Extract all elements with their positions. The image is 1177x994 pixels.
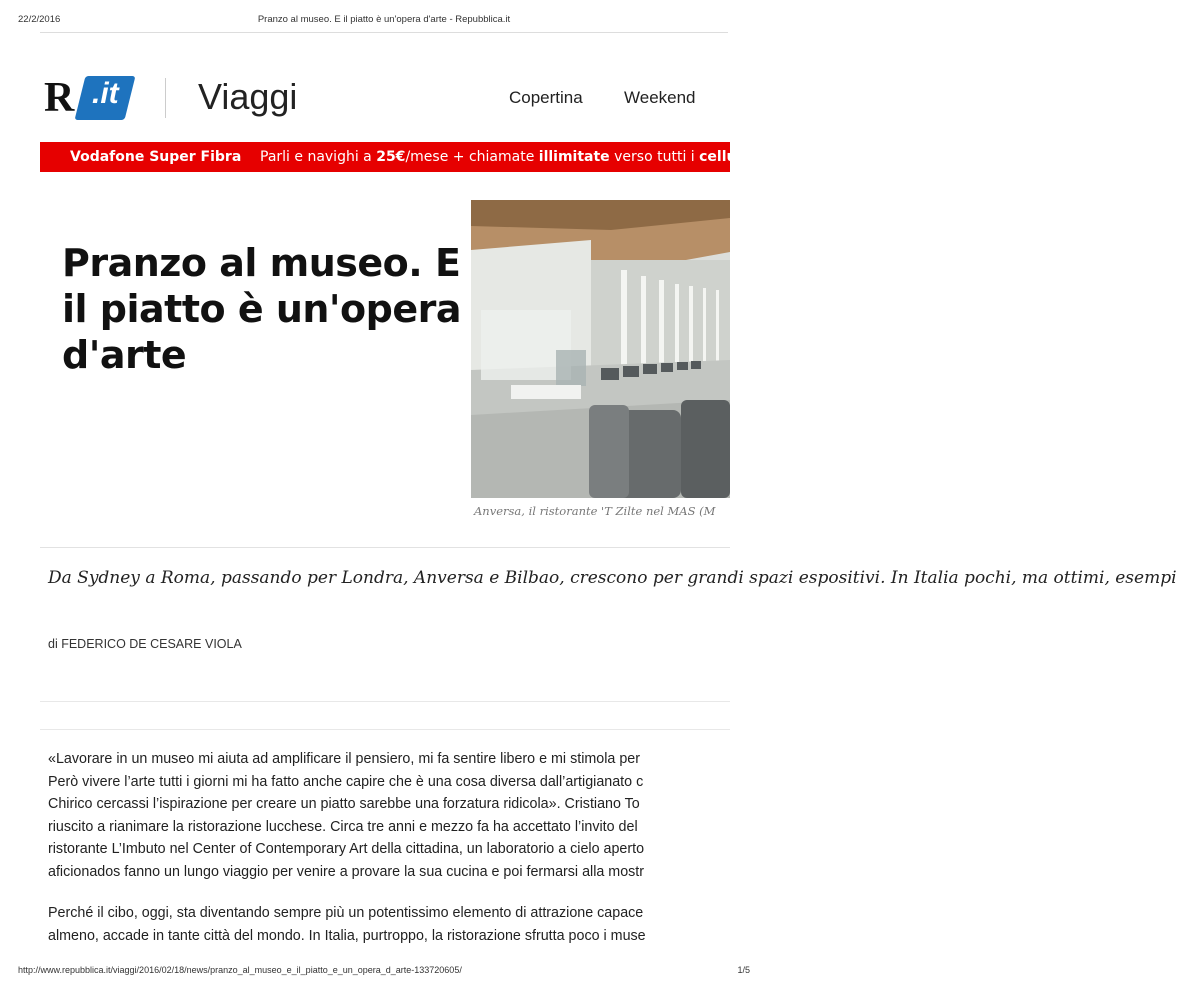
article-photo[interactable] [471,200,730,498]
paragraph [48,902,730,947]
body-line: Perché il cibo, oggi, sta diventando sempre più un potentissimo elemento di attrazione capace [48,905,644,921]
logo-it: .it [92,77,119,110]
body-line: riuscito a rianimare la ristorazione lucchese. Circa tre anni e mezzo fa ha accettato l’invito del [48,818,638,835]
repubblica-logo[interactable] [44,72,134,126]
article-subtitle [48,565,1177,592]
nav-weekend[interactable]: Weekend [624,88,696,107]
article-title: Pranzo al museo. E il piatto è un'opera d'arte [62,241,462,377]
body-line: «Lavorare in un museo mi aiuta ad amplificare il pensiero, mi fa sentire libero e mi stimola per [48,751,641,767]
subtitle-line: Da Sydney a Roma, passando per Londra, Anversa e Bilbao, crescono per [48,568,682,588]
subtitle-line: grandi spazi espositivi. In Italia pochi, ma ottimi, esempi [687,568,1177,588]
print-date: 22/2/2016 [18,14,61,25]
print-title: Pranzo al museo. E il piatto è un'opera d'arte - Repubblica.it [257,14,511,25]
divider [40,547,730,548]
logo-r: R [44,75,73,121]
ad-promo: Parli e navighi a 25€/mese + chiamate illimitate verso tutti i cellula [260,149,751,165]
byline: di FEDERICO DE CESARE VIOLA [48,637,242,651]
article-body [48,748,730,966]
section-title[interactable]: Viaggi [198,76,298,117]
body-line: almeno, accade in tante città del mondo. In Italia, purtroppo, la ristorazione sfrutta poco i muse [48,927,646,944]
ad-banner[interactable] [40,142,751,172]
body-line: Però vivere l’arte tutti i giorni mi ha fatto anche capire che è una cosa diversa dall’artigianato c [48,773,644,790]
photo-caption: Anversa, il ristorante 'T Zilte nel MAS (M [474,504,716,518]
body-line: Chirico cercassi l’ispirazione per creare un piatto sarebbe una forzatura ridicola». Cristiano To [48,796,640,812]
paragraph [48,748,730,883]
divider [40,701,730,702]
ad-brand: Vodafone Super Fibra [70,149,242,165]
header-divider [40,32,728,33]
print-page-number: 1/5 [737,965,750,975]
body-line: ristorante L’Imbuto nel Center of Contemporary Art della cittadina, un laboratorio a cielo aperto [48,841,645,857]
logo-separator [165,78,166,118]
restaurant-photo [471,200,730,498]
nav-copertina[interactable]: Copertina [509,88,583,107]
body-line: aficionados fanno un lungo viaggio per venire a provare la sua cucina e poi fermarsi alla mostr [48,863,645,880]
print-url: http://www.repubblica.it/viaggi/2016/02/18/news/pranzo_al_museo_e_il_piatto_e_un_opera_d_arte-133720605/ [18,965,462,975]
divider [40,729,730,730]
